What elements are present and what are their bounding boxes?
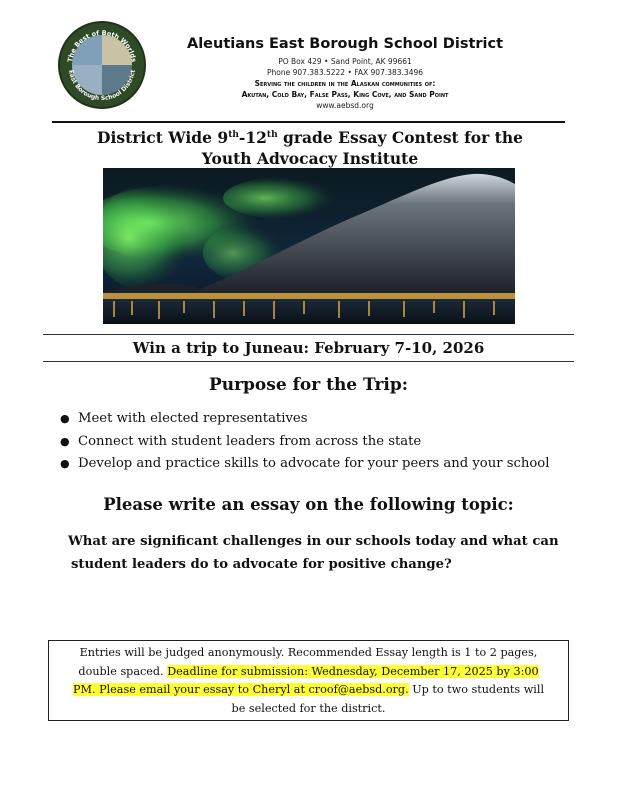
purpose-text: Meet with elected representatives [78,411,308,426]
box-line-1: Entries will be judged anonymously. Recommended Essay length is 1 to 2 pages, [79,646,538,659]
title-line-1 [55,127,565,148]
purpose-text: Connect with student leaders from across the state [78,433,422,449]
city-lights [103,293,515,299]
deadline-highlight: Deadline for submission: Wednesday, December 17, 2025 by 3:00 [167,664,539,678]
header-divider [52,121,565,123]
letterhead [150,36,540,111]
page-title [55,127,565,169]
submission-info-box [48,640,569,721]
title-part: District Wide 9 [97,128,229,147]
purpose-text: Develop and practice skills to advocate for your peers and your school [78,456,550,471]
seal-top-text: The Best of Both Worlds [66,28,138,63]
topic-line-2: student leaders do to advocate for positive change? [71,557,452,572]
district-website: www.aebsd.org [316,101,374,110]
title-part: -12 [238,128,267,147]
box-text: double spaced. [78,664,168,678]
communities-line: Akutan, Cold Bay, False Pass, King Cove, and Sand Point [241,90,449,99]
list-item [60,453,580,476]
district-name: Aleutians East Borough School District [186,36,504,52]
purpose-heading: Purpose for the Trip: [208,375,409,395]
topic-line-1: What are significant challenges in our schools today and what can [68,534,559,549]
box-text: Up to two students will [408,683,545,696]
title-superscript: th [266,129,278,140]
seal-ring-text [60,23,144,107]
list-item [60,408,580,431]
essay-topic [68,530,568,576]
email-highlight: PM. Please email your essay to Cheryl at croof@aebsd.org. [72,683,409,696]
svg-text:The Best of Both Worlds [66,29,138,63]
school-district-seal-icon [60,23,144,107]
win-trip-heading: Win a trip to Juneau: February 7-10, 2026 [132,339,485,357]
bullet-icon: ● [60,457,70,470]
district-phone: Phone 907.383.5222 • FAX 907.383.3496 [266,68,424,77]
box-line-3 [57,681,560,700]
win-top-rule [43,334,574,335]
bullet-icon: ● [60,412,70,425]
box-line-2 [57,663,560,682]
purpose-list [60,408,580,476]
district-address: PO Box 429 • Sand Point, AK 99661 [278,57,412,66]
serving-line: Serving the children in the Alaskan communities of: [254,79,436,88]
win-bottom-rule [43,361,574,362]
essay-heading: Please write an essay on the following topic: [103,495,514,514]
svg-text:East Borough School District [67,69,137,102]
water [103,299,515,324]
title-superscript: th [228,129,239,140]
list-item [60,431,580,454]
juneau-aurora-photo [103,168,515,324]
bullet-icon: ● [60,434,70,448]
title-line-2: Youth Advocacy Institute [201,149,419,168]
seal-bottom-text: East Borough School District [67,69,137,103]
box-line-4: be selected for the district. [231,701,386,715]
title-part: grade Essay Contest for the [277,128,523,147]
